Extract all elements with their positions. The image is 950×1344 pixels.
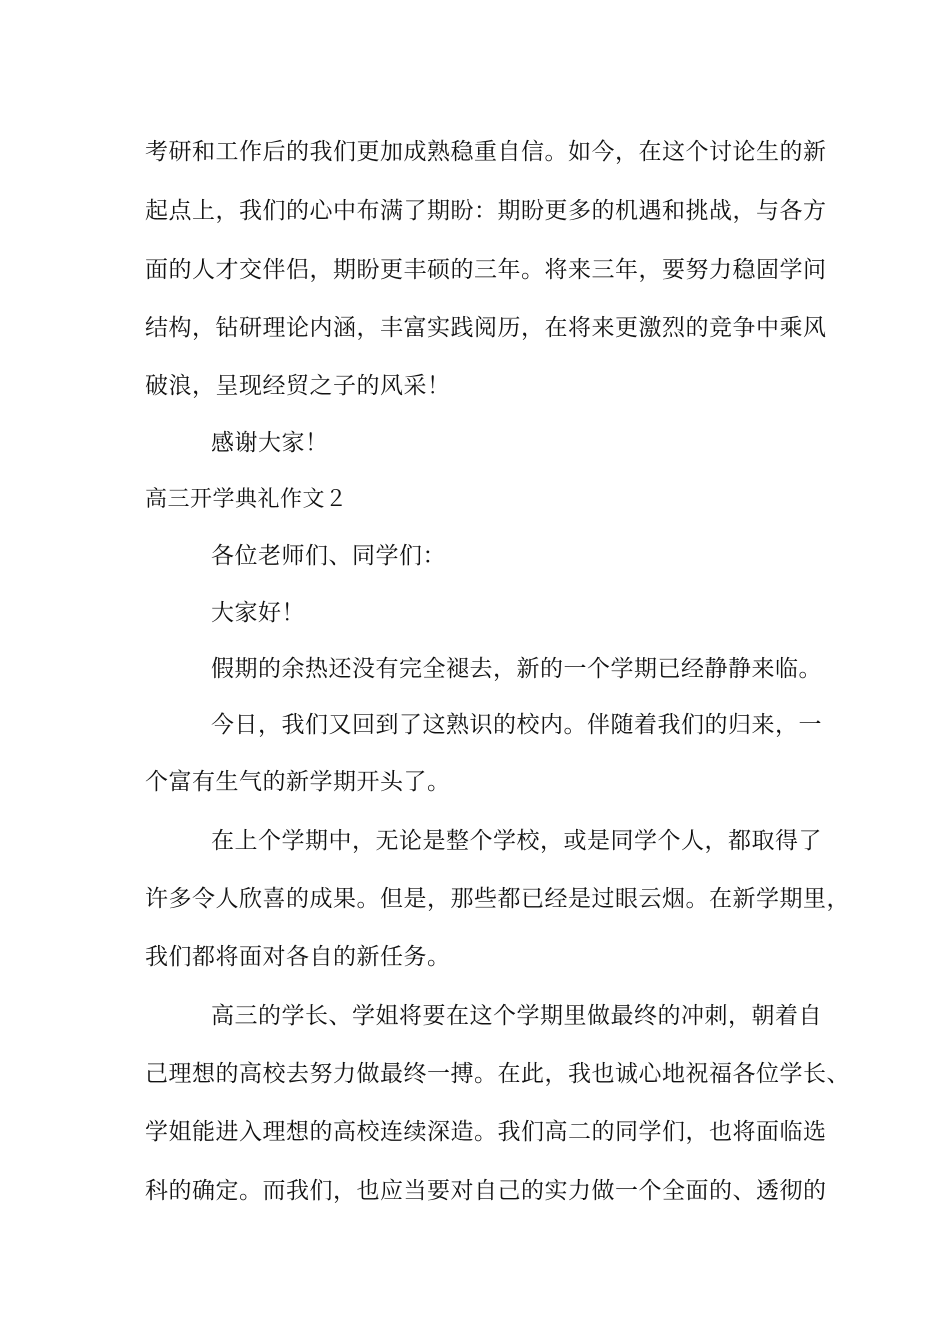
paragraph-line: 我们都将面对各自的新任务。 bbox=[145, 944, 451, 970]
paragraph-line: 今日，我们又回到了这熟识的校内。伴随着我们的归来，一 bbox=[211, 712, 822, 738]
salutation-line: 各位老师们、同学们： bbox=[211, 543, 446, 569]
paragraph-line: 结构，钻研理论内涵，丰富实践阅历，在将来更激烈的竞争中乘风 bbox=[145, 315, 827, 341]
paragraph-line: 考研和工作后的我们更加成熟稳重自信。如今，在这个讨论生的新 bbox=[145, 139, 827, 165]
greeting-line: 大家好！ bbox=[211, 600, 305, 626]
paragraph-line: 面的人才交伴侣，期盼更丰硕的三年。将来三年，要努力稳固学问 bbox=[145, 257, 827, 283]
paragraph-line: 己理想的高校去努力做最终一搏。在此，我也诚心地祝福各位学长、 bbox=[145, 1061, 850, 1087]
paragraph-line: 个富有生气的新学期开头了。 bbox=[145, 769, 451, 795]
section-heading: 高三开学典礼作文２ bbox=[145, 487, 348, 512]
paragraph-line: 起点上，我们的心中布满了期盼：期盼更多的机遇和挑战，与各方 bbox=[145, 198, 827, 224]
paragraph-line: 许多令人欣喜的成果。但是，那些都已经是过眼云烟。在新学期里， bbox=[145, 886, 850, 912]
paragraph-line: 学姐能进入理想的高校连续深造。我们高二的同学们，也将面临选 bbox=[145, 1119, 827, 1145]
paragraph-line: 科的确定。而我们，也应当要对自己的实力做一个全面的、透彻的 bbox=[145, 1178, 827, 1204]
paragraph-line: 在上个学期中，无论是整个学校，或是同学个人，都取得了 bbox=[211, 828, 822, 854]
paragraph-line: 感谢大家！ bbox=[211, 430, 329, 456]
paragraph-line: 高三的学长、学姐将要在这个学期里做最终的冲刺，朝着自 bbox=[211, 1003, 822, 1029]
paragraph-line: 假期的余热还没有完全褪去，新的一个学期已经静静来临。 bbox=[211, 656, 822, 682]
paragraph-line: 破浪，呈现经贸之子的风采！ bbox=[145, 373, 451, 399]
